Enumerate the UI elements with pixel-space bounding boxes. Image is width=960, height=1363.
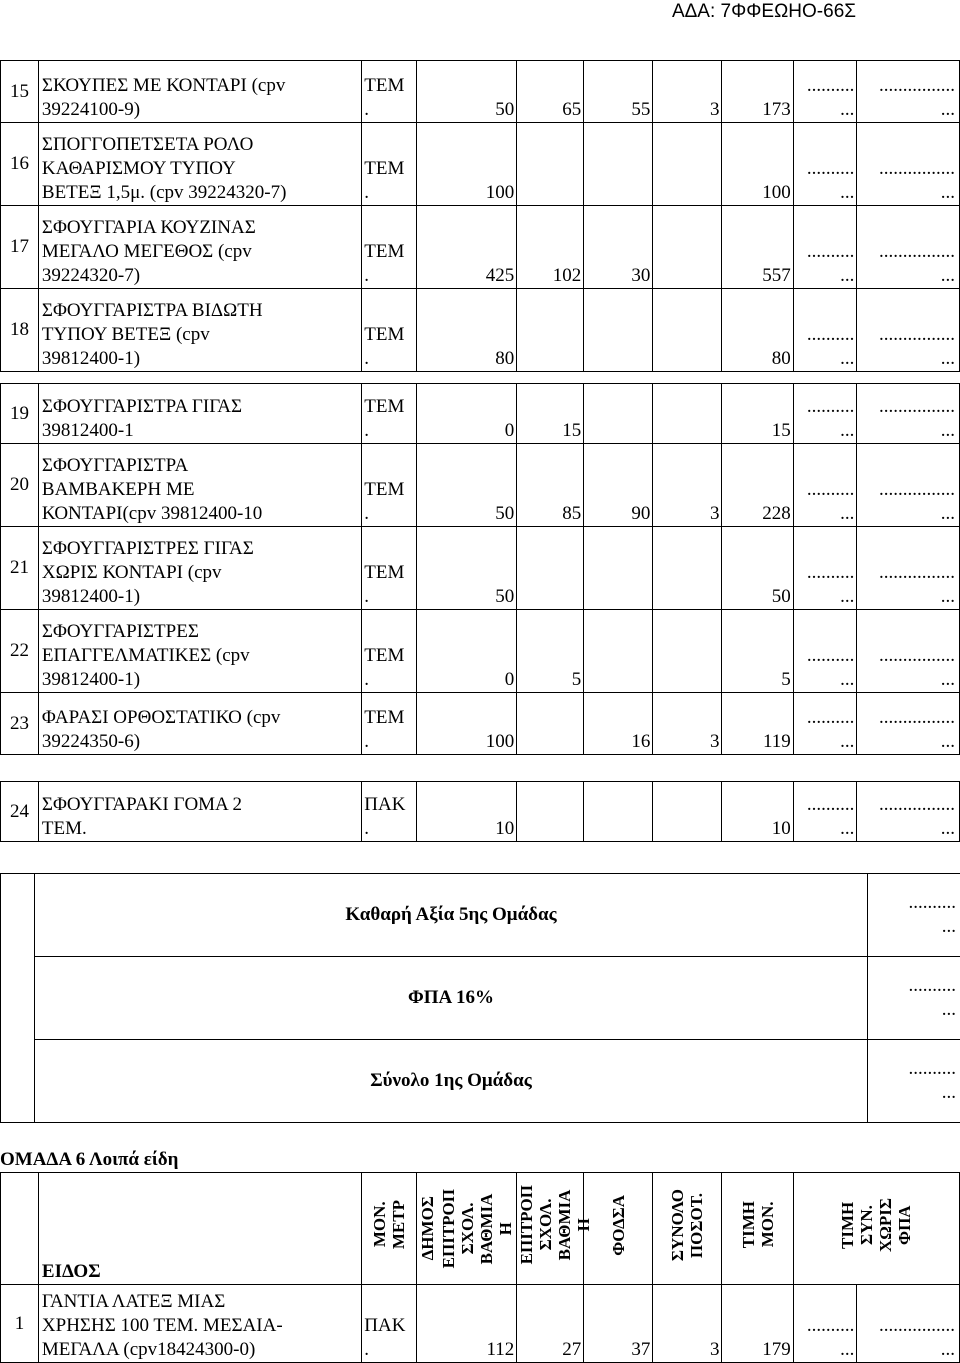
total-price: ................ ... bbox=[857, 610, 960, 693]
qty-epitropi-1: 65 bbox=[517, 61, 584, 123]
table-row bbox=[1, 693, 960, 755]
row-number: 23 bbox=[1, 693, 39, 755]
header-total-price: ΤΙΜΗ ΣΥΝ. ΧΩΡΙΣ ΦΠΑ bbox=[793, 1173, 959, 1285]
qty-epitropi-2 bbox=[584, 289, 653, 372]
header-eidos: ΕΙΔΟΣ bbox=[38, 1173, 361, 1285]
qty-fodsa bbox=[653, 206, 722, 289]
qty-fodsa bbox=[653, 123, 722, 206]
row-number: 18 bbox=[1, 289, 39, 372]
header-fodsa: ΦΟΔΣΑ bbox=[584, 1173, 653, 1285]
unit-price: .......... ... bbox=[793, 1285, 857, 1363]
qty-total: 15 bbox=[722, 384, 793, 444]
qty-epitropi-1 bbox=[517, 693, 584, 755]
qty-epitropi-1 bbox=[517, 527, 584, 610]
qty-fodsa: 3 bbox=[653, 61, 722, 123]
unit-price: .......... ... bbox=[793, 123, 857, 206]
qty-dimos: 10 bbox=[416, 782, 516, 842]
total-price: ................ ... bbox=[857, 206, 960, 289]
unit-of-measure: ΤΕΜ . bbox=[362, 206, 417, 289]
qty-epitropi-1 bbox=[517, 123, 584, 206]
qty-epitropi-2 bbox=[584, 123, 653, 206]
item-description: ΣΦΟΥΓΓΑΡΙΣΤΡΑ ΓΙΓΑΣ 39812400-1 bbox=[38, 384, 361, 444]
unit-price: .......... ... bbox=[793, 384, 857, 444]
item-description: ΦΑΡΑΣΙ ΟΡΘΟΣΤΑΤΙΚΟ (cpv 39224350-6) bbox=[38, 693, 361, 755]
qty-fodsa: 3 bbox=[653, 693, 722, 755]
qty-fodsa bbox=[653, 610, 722, 693]
qty-epitropi-1 bbox=[517, 782, 584, 842]
item-description: ΓΑΝΤΙΑ ΛΑΤΕΞ ΜΙΑΣ ΧΡΗΣΗΣ 100 ΤΕΜ. ΜΕΣΑΙΑ- ΜΕΓΑΛΑ (cpv18424300-0) bbox=[38, 1285, 361, 1363]
qty-dimos: 0 bbox=[416, 610, 516, 693]
total-price: ................ ... bbox=[857, 527, 960, 610]
total-price: ................ ... bbox=[857, 444, 960, 527]
total-price: ................ ... bbox=[857, 693, 960, 755]
row-number: 21 bbox=[1, 527, 39, 610]
total-price: ................ ... bbox=[857, 289, 960, 372]
unit-of-measure: ΤΕΜ . bbox=[362, 693, 417, 755]
qty-dimos: 100 bbox=[416, 123, 516, 206]
header-epitropi-2: ΕΠΙΤΡΟΠ ΣΧΟΛ. ΒΑΘΜΙΑ Η bbox=[517, 1173, 584, 1285]
unit-of-measure: ΤΕΜ . bbox=[362, 610, 417, 693]
total-price: ................ ... bbox=[857, 61, 960, 123]
row-number: 1 bbox=[1, 1285, 39, 1363]
item-description: ΣΦΟΥΓΓΑΡΑΚΙ ΓΟΜΑ 2 ΤΕΜ. bbox=[38, 782, 361, 842]
qty-fodsa bbox=[653, 384, 722, 444]
qty-total: 557 bbox=[722, 206, 793, 289]
vat-amount: .......... ... bbox=[868, 957, 960, 1040]
vat-label: ΦΠΑ 16% bbox=[35, 957, 868, 1040]
qty-fodsa: 3 bbox=[653, 1285, 722, 1363]
unit-price: .......... ... bbox=[793, 206, 857, 289]
table-row bbox=[1, 782, 960, 842]
qty-fodsa bbox=[653, 289, 722, 372]
header-total-qty: ΣΥΝΟΛΟ ΠΟΣΟΤ. bbox=[653, 1173, 722, 1285]
qty-epitropi-2 bbox=[584, 384, 653, 444]
header-dimos: ΔΗΜΟΣ ΕΠΙΤΡΟΠ ΣΧΟΛ. ΒΑΘΜΙΑ Η bbox=[416, 1173, 516, 1285]
qty-total: 80 bbox=[722, 289, 793, 372]
ada-code: ΑΔΑ: 7ΦΦΕΩΗΟ-66Σ bbox=[672, 0, 856, 24]
total-price: ................ ... bbox=[857, 123, 960, 206]
qty-epitropi-2: 30 bbox=[584, 206, 653, 289]
qty-total: 5 bbox=[722, 610, 793, 693]
qty-dimos: 100 bbox=[416, 693, 516, 755]
qty-dimos: 50 bbox=[416, 527, 516, 610]
qty-epitropi-2 bbox=[584, 610, 653, 693]
items-table-c bbox=[0, 781, 960, 842]
qty-total: 228 bbox=[722, 444, 793, 527]
item-description: ΣΚΟΥΠΕΣ ΜΕ ΚΟΝΤΑΡΙ (cpv 39224100-9) bbox=[38, 61, 361, 123]
qty-epitropi-1: 27 bbox=[517, 1285, 584, 1363]
table-row bbox=[1, 1285, 960, 1363]
total-price: ................ ... bbox=[857, 384, 960, 444]
group6-table bbox=[0, 1172, 960, 1363]
table-row bbox=[1, 527, 960, 610]
table-row bbox=[1, 289, 960, 372]
row-number: 22 bbox=[1, 610, 39, 693]
row-number: 17 bbox=[1, 206, 39, 289]
group6-title: ΟΜΑΔΑ 6 Λοιπά είδη bbox=[0, 1148, 178, 1172]
item-description: ΣΦΟΥΓΓΑΡΙΣΤΡΕΣ ΕΠΑΓΓΕΛΜΑΤΙΚΕΣ (cpv 39812400-1) bbox=[38, 610, 361, 693]
unit-of-measure: ΤΕΜ . bbox=[362, 527, 417, 610]
table-row bbox=[1, 61, 960, 123]
qty-dimos: 0 bbox=[416, 384, 516, 444]
row-number: 20 bbox=[1, 444, 39, 527]
qty-fodsa: 3 bbox=[653, 444, 722, 527]
header-unit: ΜΟΝ. ΜΕΤΡ bbox=[362, 1173, 417, 1285]
group6-header-num bbox=[1, 1173, 39, 1285]
unit-price: .......... ... bbox=[793, 444, 857, 527]
items-table-b bbox=[0, 383, 960, 755]
qty-epitropi-1: 102 bbox=[517, 206, 584, 289]
row-number: 15 bbox=[1, 61, 39, 123]
qty-fodsa bbox=[653, 782, 722, 842]
qty-epitropi-2: 37 bbox=[584, 1285, 653, 1363]
unit-price: .......... ... bbox=[793, 527, 857, 610]
qty-epitropi-1 bbox=[517, 289, 584, 372]
unit-of-measure: ΤΕΜ . bbox=[362, 444, 417, 527]
unit-price: .......... ... bbox=[793, 61, 857, 123]
qty-fodsa bbox=[653, 527, 722, 610]
table-row bbox=[1, 610, 960, 693]
item-description: ΣΦΟΥΓΓΑΡΙΑ ΚΟΥΖΙΝΑΣ ΜΕΓΑΛΟ ΜΕΓΕΘΟΣ (cpv 39224320-7) bbox=[38, 206, 361, 289]
qty-dimos: 50 bbox=[416, 61, 516, 123]
net-value-amount: .......... ... bbox=[868, 874, 960, 957]
qty-dimos: 425 bbox=[416, 206, 516, 289]
table-row bbox=[1, 444, 960, 527]
unit-price: .......... ... bbox=[793, 693, 857, 755]
total-price: ................ ... bbox=[857, 1285, 960, 1363]
table-row bbox=[1, 123, 960, 206]
summary-table bbox=[0, 873, 960, 1123]
qty-total: 173 bbox=[722, 61, 793, 123]
qty-total: 10 bbox=[722, 782, 793, 842]
qty-dimos: 50 bbox=[416, 444, 516, 527]
qty-epitropi-1: 15 bbox=[517, 384, 584, 444]
table-row bbox=[1, 206, 960, 289]
group-total-label: Σύνολο 1ης Ομάδας bbox=[35, 1040, 868, 1123]
qty-epitropi-2: 16 bbox=[584, 693, 653, 755]
qty-total: 119 bbox=[722, 693, 793, 755]
qty-epitropi-2: 55 bbox=[584, 61, 653, 123]
qty-epitropi-2: 90 bbox=[584, 444, 653, 527]
qty-total: 50 bbox=[722, 527, 793, 610]
unit-price: .......... ... bbox=[793, 610, 857, 693]
row-number: 19 bbox=[1, 384, 39, 444]
qty-total: 179 bbox=[722, 1285, 793, 1363]
row-number: 24 bbox=[1, 782, 39, 842]
qty-epitropi-2 bbox=[584, 527, 653, 610]
row-number: 16 bbox=[1, 123, 39, 206]
total-price: ................ ... bbox=[857, 782, 960, 842]
items-table-a bbox=[0, 60, 960, 372]
item-description: ΣΦΟΥΓΓΑΡΙΣΤΡΕΣ ΓΙΓΑΣ ΧΩΡΙΣ ΚΟΝΤΑΡΙ (cpv 39812400-1) bbox=[38, 527, 361, 610]
qty-total: 100 bbox=[722, 123, 793, 206]
unit-of-measure: ΠΑΚ . bbox=[362, 1285, 417, 1363]
unit-of-measure: ΤΕΜ . bbox=[362, 123, 417, 206]
net-value-label: Καθαρή Αξία 5ης Ομάδας bbox=[35, 874, 868, 957]
item-description: ΣΦΟΥΓΓΑΡΙΣΤΡΑ ΒΑΜΒΑΚΕΡΗ ΜΕ ΚΟΝΤΑΡΙ(cpv 39812400-10 bbox=[38, 444, 361, 527]
table-row bbox=[1, 384, 960, 444]
unit-of-measure: ΤΕΜ . bbox=[362, 289, 417, 372]
unit-of-measure: ΤΕΜ . bbox=[362, 384, 417, 444]
qty-dimos: 80 bbox=[416, 289, 516, 372]
qty-dimos: 112 bbox=[416, 1285, 516, 1363]
unit-price: .......... ... bbox=[793, 289, 857, 372]
header-unit-price: ΤΙΜΗ ΜΟΝ. bbox=[722, 1173, 793, 1285]
unit-of-measure: ΠΑΚ . bbox=[362, 782, 417, 842]
unit-price: .......... ... bbox=[793, 782, 857, 842]
qty-epitropi-1: 85 bbox=[517, 444, 584, 527]
group-total-amount: .......... ... bbox=[868, 1040, 960, 1123]
qty-epitropi-1: 5 bbox=[517, 610, 584, 693]
item-description: ΣΠΟΓΓΟΠΕΤΣΕΤΑ ΡΟΛΟ ΚΑΘΑΡΙΣΜΟΥ ΤΥΠΟΥ ΒΕΤΕΞ 1,5μ. (cpv 39224320-7) bbox=[38, 123, 361, 206]
unit-of-measure: ΤΕΜ . bbox=[362, 61, 417, 123]
qty-epitropi-2 bbox=[584, 782, 653, 842]
item-description: ΣΦΟΥΓΓΑΡΙΣΤΡΑ ΒΙΔΩΤΗ ΤΥΠΟΥ ΒΕΤΕΞ (cpv 39812400-1) bbox=[38, 289, 361, 372]
summary-spacer bbox=[1, 874, 35, 1123]
